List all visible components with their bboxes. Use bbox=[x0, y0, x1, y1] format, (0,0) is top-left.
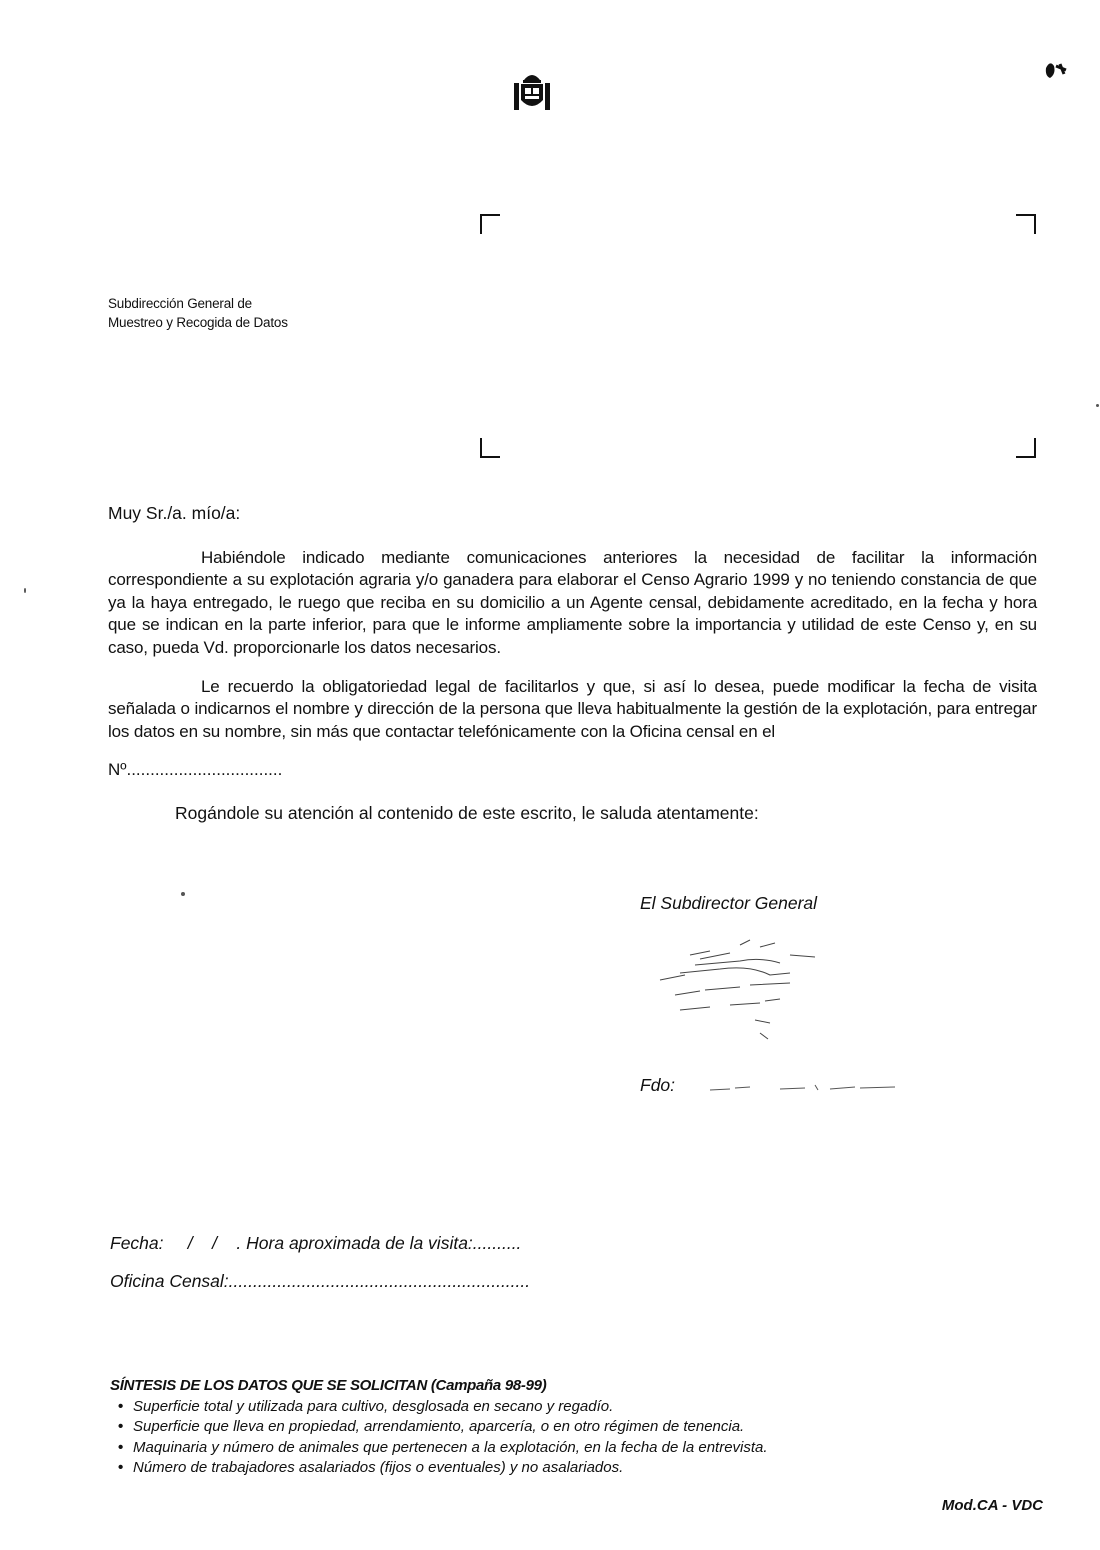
list-item-text: Número de trabajadores asalariados (fijos o eventuales) y no asalariados. bbox=[133, 1459, 624, 1477]
bullet-icon: • bbox=[118, 1418, 124, 1436]
list-item bbox=[118, 1438, 768, 1458]
list-item-text: Superficie que lleva en propiedad, arrendamiento, aparcería, o en otro régimen de tenencia. bbox=[133, 1418, 745, 1436]
bullet-icon: • bbox=[118, 1459, 124, 1477]
synthesis-title: SÍNTESIS DE LOS DATOS QUE SE SOLICITAN (Campaña 98-99) bbox=[110, 1377, 547, 1394]
paragraph-1: Habiéndole indicado mediante comunicaciones anteriores la necesidad de facilitar la información correspondiente a su explotación agraria y/o ganadera para elaborar el Censo Agrario 1999 y no teniendo constancia de que ya la haya entregado, le ruego que reciba en su domicilio a un Agente censal, debidamente acreditado, en la fecha y hora que se indican en la parte inferior, para que le informe ampliamente sobre la importancia y utilidad de este Censo y, en su caso, pueda Vd. proporcionarle los datos necesarios. bbox=[108, 548, 1037, 657]
list-item bbox=[118, 1397, 768, 1417]
greeting: Muy Sr./a. mío/a: bbox=[108, 503, 241, 523]
signatory-title: El Subdirector General bbox=[640, 893, 818, 913]
sender-line: Subdirección General de bbox=[108, 296, 252, 311]
sender-department bbox=[108, 294, 288, 332]
synthesis-list bbox=[118, 1397, 768, 1479]
list-item-text: Superficie total y utilizada para cultivo, desglosada en secano y regadío. bbox=[133, 1398, 614, 1415]
address-window-corner-top-left bbox=[480, 214, 500, 234]
handwritten-signature bbox=[640, 935, 850, 1045]
signed-by-label: Fdo: bbox=[640, 1075, 676, 1095]
form-model-code: Mod.CA - VDC bbox=[941, 1497, 1043, 1514]
scan-speck bbox=[1096, 404, 1099, 407]
visit-date-time-line: Fecha: / / . Hora aproximada de la visita:.......... bbox=[110, 1233, 522, 1253]
signatory-name-scribble bbox=[680, 1074, 900, 1098]
list-item bbox=[118, 1458, 768, 1478]
scan-speck bbox=[181, 892, 185, 896]
address-window-corner-bottom-right bbox=[1016, 438, 1036, 458]
closing-line: Rogándole su atención al contenido de este escrito, le saluda atentamente: bbox=[175, 803, 759, 823]
scan-speck bbox=[24, 588, 26, 593]
bullet-icon: • bbox=[118, 1398, 124, 1415]
sender-line: Muestreo y Recogida de Datos bbox=[108, 315, 288, 330]
census-office-line: Oficina Censal:.............................................................. bbox=[110, 1271, 531, 1291]
list-item-text: Maquinaria y número de animales que pertenecen a la explotación, en la fecha de la entrevista. bbox=[133, 1438, 768, 1456]
address-window-corner-bottom-left bbox=[480, 438, 500, 458]
handwritten-mark bbox=[1040, 58, 1080, 84]
spanish-coat-of-arms-icon bbox=[512, 70, 552, 112]
list-item bbox=[118, 1417, 768, 1437]
phone-number-line: Nº................................. bbox=[108, 760, 283, 779]
bullet-icon: • bbox=[118, 1438, 124, 1456]
paragraph-2: Le recuerdo la obligatoriedad legal de facilitarlos y que, si así lo desea, puede modificar la fecha de visita señalada o indicarnos el nombre y dirección de la persona que lleva habitualmente la gestión de la explotación, para entregar los datos en su nombre, sin más que contactar telefónicamente con la Oficina censal en el bbox=[108, 677, 1037, 741]
address-window-corner-top-right bbox=[1016, 214, 1036, 234]
